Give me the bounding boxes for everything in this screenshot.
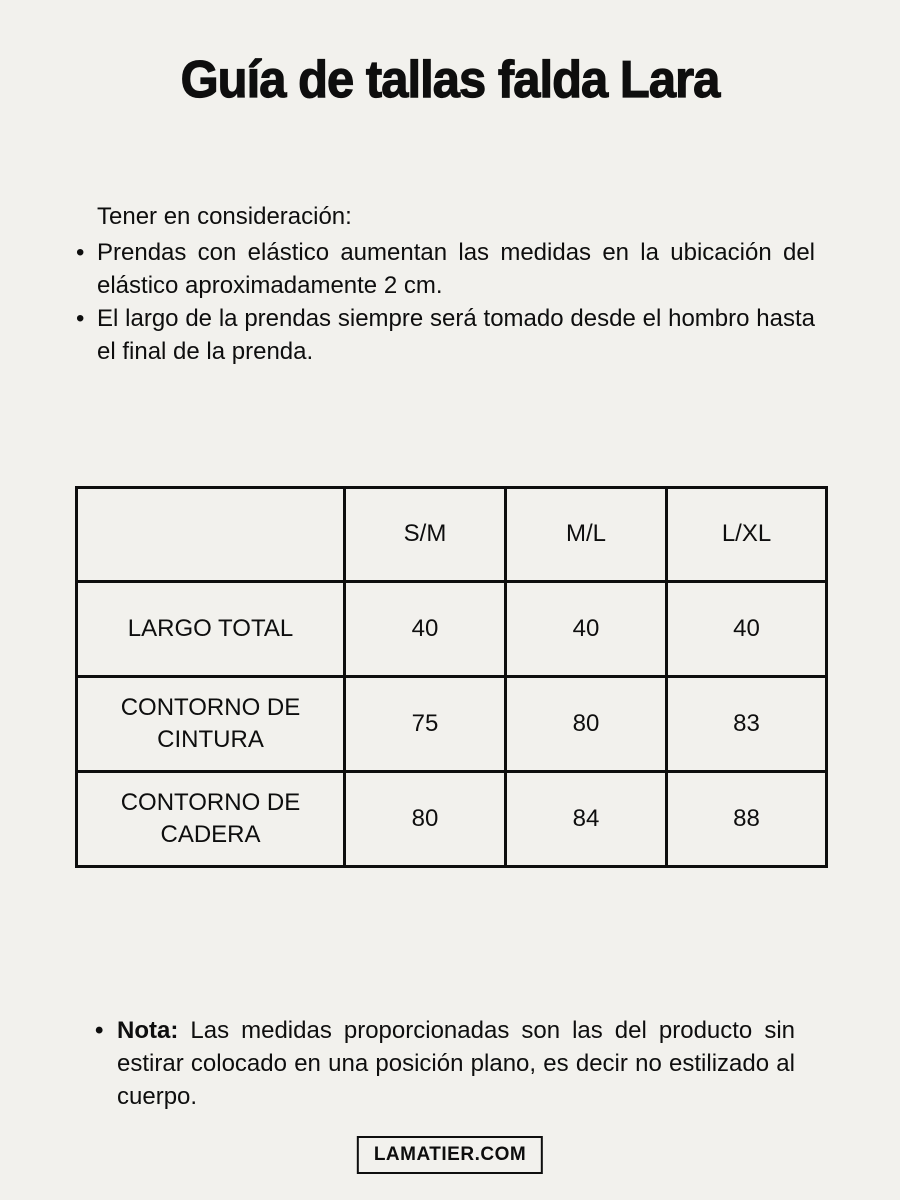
size-table-header-row [77,488,827,582]
note-text: Las medidas proporcionadas son las del producto sin estirar colocado en una posición plano, es decir no estilizado al cuerpo. [117,1017,795,1110]
considerations-section [75,200,815,368]
value-largo-ml: 40 [506,582,667,677]
row-label-largo-total: LARGO TOTAL [77,582,345,677]
brand-badge [357,1136,543,1174]
value-cintura-ml: 80 [506,677,667,772]
considerations-list [75,236,815,368]
column-header-sm: S/M [345,488,506,582]
column-header-ml: M/L [506,488,667,582]
value-cadera-sm: 80 [345,772,506,867]
table-row-contorno-cadera [77,772,827,867]
table-corner-cell [77,488,345,582]
note-label: Nota: [117,1017,179,1044]
size-table [75,486,828,868]
value-largo-lxl: 40 [667,582,827,677]
consideration-item-length: • El largo de la prendas siempre será tomado desde el hombro hasta el final de la prenda. [75,302,815,368]
note-item [95,1014,795,1113]
note-section [95,1014,795,1113]
consideration-item-elastic: • Prendas con elástico aumentan las medidas en la ubicación del elástico aproximadamente 2 cm. [75,236,815,302]
value-cadera-lxl: 88 [667,772,827,867]
value-largo-sm: 40 [345,582,506,677]
page-title: Guía de tallas falda Lara [180,51,720,109]
column-header-lxl: L/XL [667,488,827,582]
row-label-contorno-cadera: CONTORNO DE CADERA [77,772,345,867]
table-row-largo-total [77,582,827,677]
considerations-heading: Tener en consideración: [97,203,352,230]
value-cadera-ml: 84 [506,772,667,867]
value-cintura-sm: 75 [345,677,506,772]
value-cintura-lxl: 83 [667,677,827,772]
brand-text: LAMATIER.COM [373,1144,527,1165]
table-row-contorno-cintura [77,677,827,772]
row-label-contorno-cintura: CONTORNO DE CINTURA [77,677,345,772]
